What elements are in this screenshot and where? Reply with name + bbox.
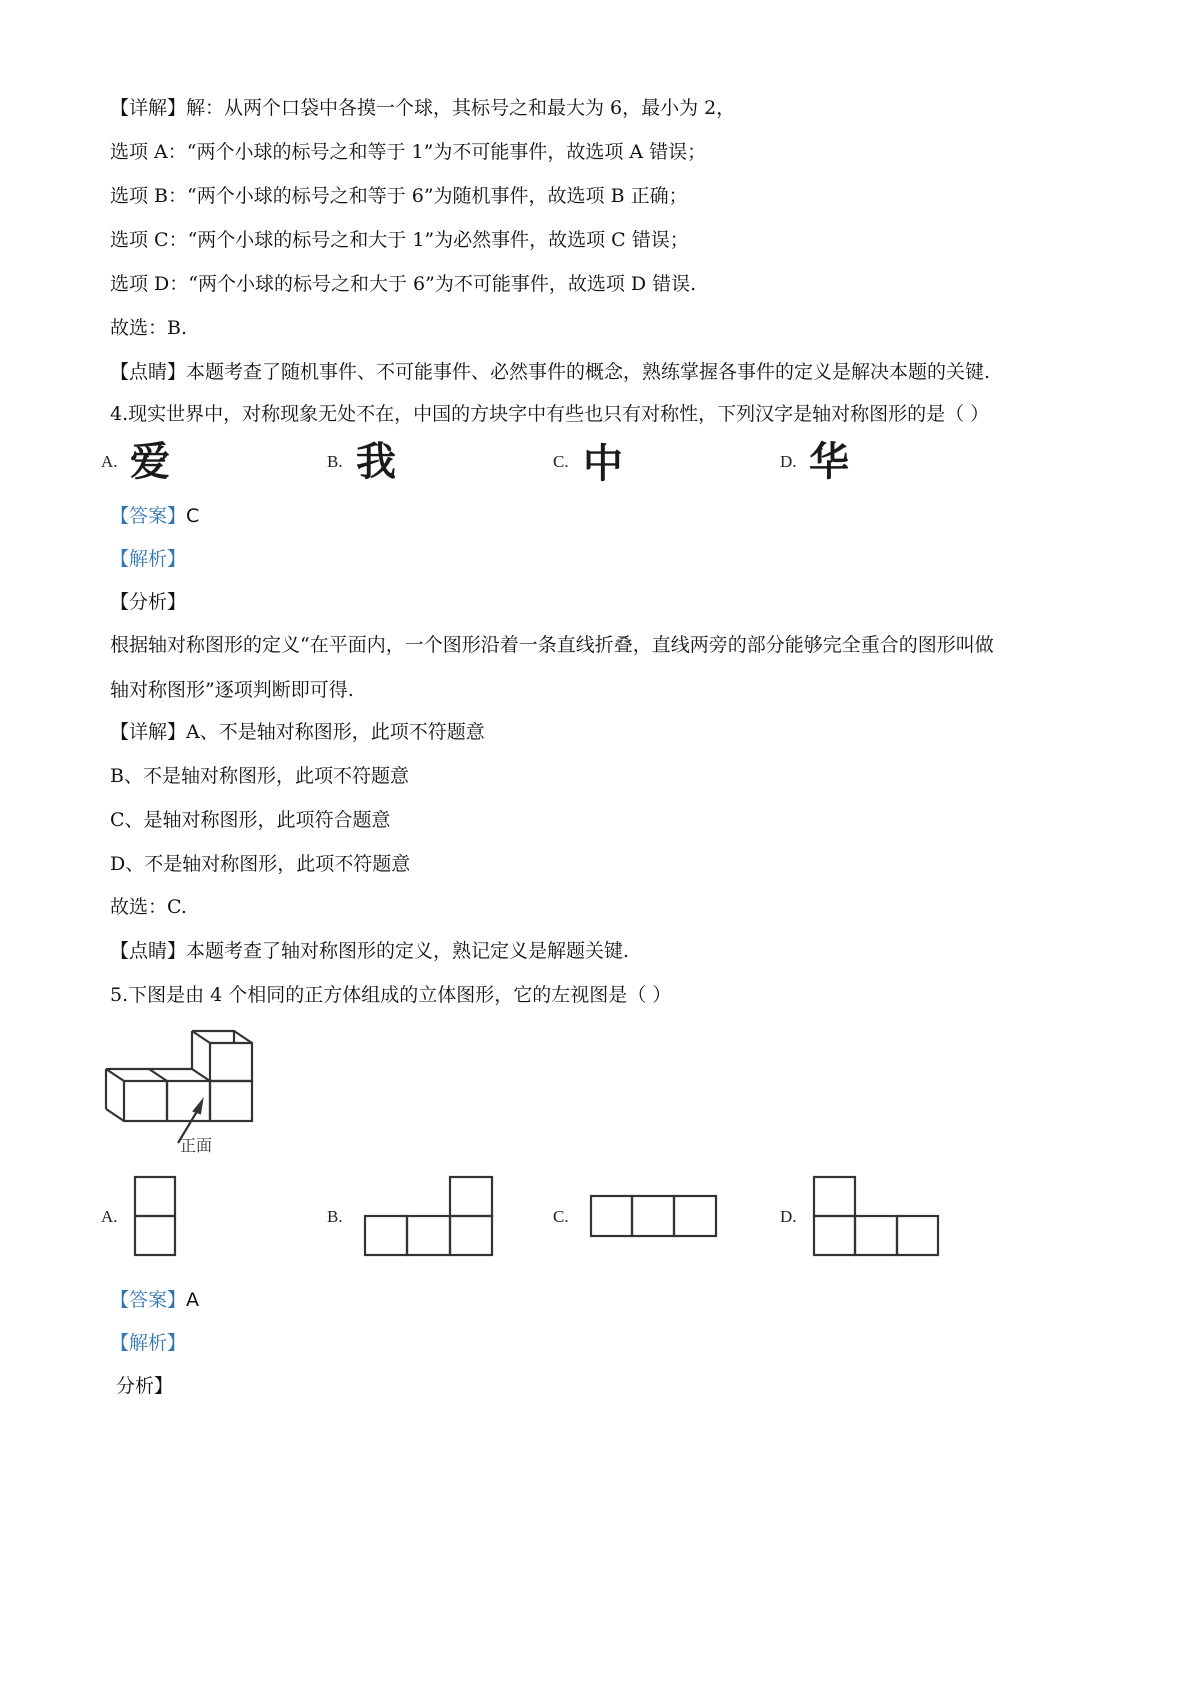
- cube-figure: [100, 1025, 270, 1155]
- q4-detail-b: B、不是轴对称图形，此项不符题意: [110, 765, 409, 787]
- q4-option-a-label: A.: [101, 452, 118, 471]
- q5-option-d-figure: [813, 1176, 945, 1258]
- q4-option-b-char: 我: [356, 439, 396, 485]
- front-arrow-head: [194, 1101, 202, 1113]
- q3-detail-option-b: 选项 B：“两个小球的标号之和等于 6”为随机事件，故选项 B 正确；: [110, 185, 688, 207]
- q4-analysis-line1: 根据轴对称图形的定义“在平面内，一个图形沿着一条直线折叠，直线两旁的部分能够完全重合的图形叫做: [110, 634, 994, 656]
- cube-bottom-right: [210, 1081, 252, 1121]
- q4-comment: 【点睛】本题考查了轴对称图形的定义，熟记定义是解题关键.: [110, 940, 630, 962]
- q4-detail-a: 【详解】A、不是轴对称图形，此项不符题意: [110, 721, 485, 743]
- q5-option-b-label: B.: [327, 1207, 343, 1226]
- q4-detail-c: C、是轴对称图形，此项符合题意: [110, 809, 391, 831]
- q5-analysis-tag: 【解析】: [110, 1332, 187, 1354]
- q3-choice: 故选：B.: [110, 317, 188, 339]
- q3-comment: 【点睛】本题考查了随机事件、不可能事件、必然事件的概念，熟练掌握各事件的定义是解决本题的关键.: [110, 361, 991, 383]
- q4-option-a-char: 爱: [130, 439, 170, 485]
- cube-bottom-left: [124, 1081, 167, 1121]
- q5-answer-tag: 【答案】: [110, 1289, 187, 1311]
- q4-option-c-char: 中: [583, 441, 623, 487]
- q4-detail-d: D、不是轴对称图形，此项不符题意: [110, 853, 411, 875]
- q4-option-b-label: B.: [327, 452, 343, 471]
- q4-option-d-char: 华: [809, 439, 849, 485]
- q4-choice: 故选：C.: [110, 896, 187, 918]
- q3-detail-intro: 【详解】解：从两个口袋中各摸一个球，其标号之和最大为 6，最小为 2，: [110, 97, 736, 119]
- q4-answer: [110, 502, 1110, 530]
- q5-answer-value: A: [186, 1289, 200, 1311]
- cube-top-front: [210, 1043, 252, 1081]
- q4-analysis-line2: 轴对称图形”逐项判断即可得.: [110, 679, 354, 701]
- q5-option-b-figure: [364, 1176, 496, 1258]
- q5-option-a-label: A.: [101, 1207, 118, 1226]
- q5-option-c-label: C.: [553, 1207, 569, 1226]
- q3-detail-option-c: 选项 C：“两个小球的标号之和大于 1”为必然事件，故选项 C 错误；: [110, 229, 689, 251]
- q5-question: 5.下图是由 4 个相同的正方体组成的立体图形，它的左视图是（ ）: [110, 984, 672, 1006]
- q4-answer-value: C: [186, 505, 200, 527]
- front-label: 正面: [180, 1136, 213, 1155]
- q5-option-d-label: D.: [780, 1207, 797, 1226]
- q5-answer: [110, 1286, 1110, 1314]
- q4-analysis-tag: 【解析】: [110, 548, 187, 570]
- q4-answer-tag: 【答案】: [110, 505, 187, 527]
- cube-bottom-mid: [167, 1081, 210, 1121]
- q5-option-a-figure: [134, 1176, 178, 1258]
- q4-analysis-head: 【分析】: [110, 591, 187, 613]
- q3-detail-option-d: 选项 D：“两个小球的标号之和大于 6”为不可能事件，故选项 D 错误.: [110, 273, 697, 295]
- q4-option-c-label: C.: [553, 452, 569, 471]
- q5-analysis-head: 分析】: [116, 1375, 174, 1397]
- q4-option-d-label: D.: [780, 452, 797, 471]
- q5-option-c-figure: [590, 1195, 720, 1239]
- q4-question: 4.现实世界中，对称现象无处不在，中国的方块字中有些也只有对称性，下列汉字是轴对称图形的是（ ）: [110, 403, 990, 425]
- q3-detail-option-a: 选项 A：“两个小球的标号之和等于 1”为不可能事件，故选项 A 错误；: [110, 141, 707, 163]
